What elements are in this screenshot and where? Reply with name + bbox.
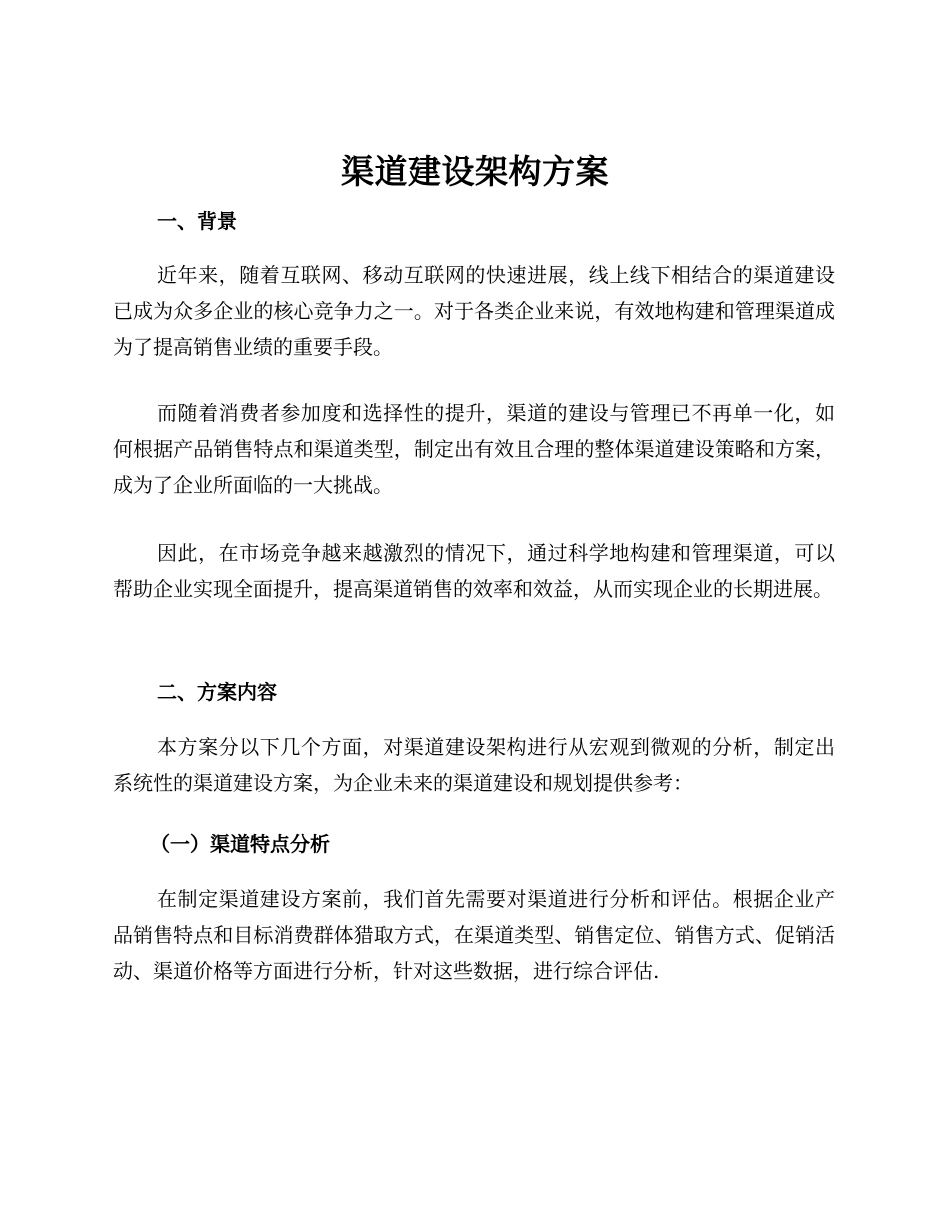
document-title: 渠道建设架构方案: [341, 152, 609, 191]
paragraph-background-1: 近年来，随着互联网、移动互联网的快速进展，线上线下相结合的渠道建设已成为众多企业的核心竞争力之一。对于各类企业来说，有效地构建和管理渠道成为了提高销售业绩的重要手段。: [113, 263, 835, 359]
section-heading-background: 一、背景: [157, 209, 237, 233]
paragraph-background-3: 因此，在市场竞争越来越激烈的情况下，通过科学地构建和管理渠道，可以帮助企业实现全面提升，提高渠道销售的效率和效益，从而实现企业的长期进展。: [113, 541, 835, 601]
paragraph-background-2: 而随着消费者参加度和选择性的提升，渠道的建设与管理已不再单一化，如何根据产品销售特点和渠道类型，制定出有效且合理的整体渠道建设策略和方案，成为了企业所面临的一大挑战。: [113, 401, 835, 497]
paragraph-plan-content: 本方案分以下几个方面，对渠道建设架构进行从宏观到微观的分析，制定出系统性的渠道建设方案，为企业未来的渠道建设和规划提供参考：: [113, 735, 835, 795]
subsection-heading-channel-analysis: （一）渠道特点分析: [150, 832, 330, 856]
paragraph-channel-analysis: 在制定渠道建设方案前，我们首先需要对渠道进行分析和评估。根据企业产品销售特点和目标消费群体猎取方式，在渠道类型、销售定位、销售方式、促销活动、渠道价格等方面进行分析，针对这些数据，进行综合评估.: [113, 887, 835, 983]
section-heading-plan-content: 二、方案内容: [157, 680, 277, 704]
